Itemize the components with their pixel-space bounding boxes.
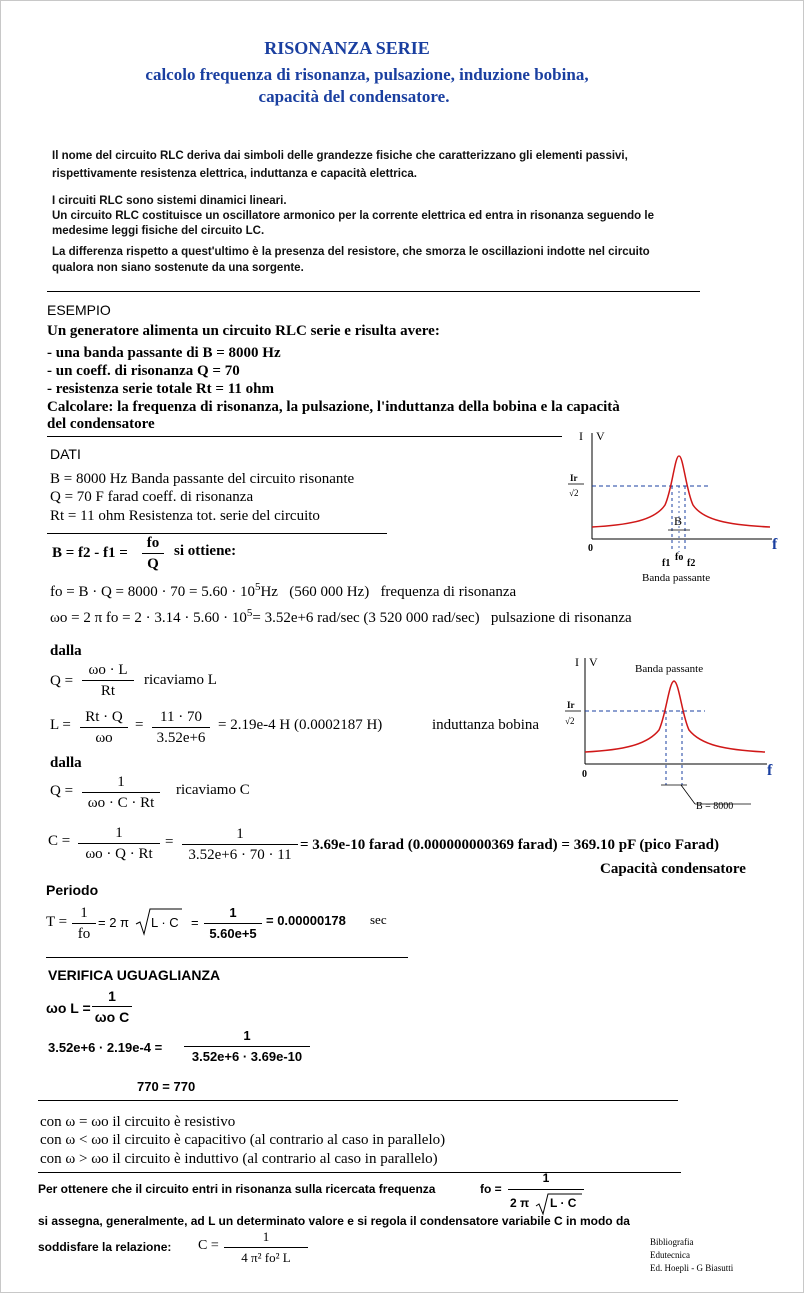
- eq-l-lhs: L =: [50, 717, 71, 733]
- eq-t-fraction-2: [204, 904, 262, 943]
- eq-c-fraction-1: [78, 824, 160, 863]
- eq-t-sqrt: L · C: [151, 915, 179, 930]
- eq-t-unit: sec: [370, 912, 387, 927]
- periodo-heading: Periodo: [46, 882, 99, 898]
- eq-qc-fraction: [82, 773, 160, 812]
- y-label-2: V: [596, 429, 605, 443]
- verify-f1-fraction: [92, 987, 132, 1026]
- verify-f2-lhs: 3.52e+6 · 2.19e-4 =: [48, 1040, 163, 1055]
- intro-p2-l3: medesime leggi fisiche del circuito LC.: [52, 225, 265, 237]
- eq-l-rhs: = 2.19e-4 H (0.0002187 H): [218, 717, 383, 733]
- case-resistive: con ω = ωo il circuito è resistivo: [40, 1114, 236, 1130]
- y-label-2: V: [589, 655, 598, 669]
- eq-qc-lhs: Q =: [50, 783, 74, 799]
- final-c-lhs: C =: [198, 1238, 219, 1253]
- data-b: B = 8000 Hz Banda passante del circuito risonante: [50, 471, 355, 487]
- b-label: B: [674, 514, 683, 528]
- eq-c-lhs: C =: [48, 833, 71, 849]
- divider: [38, 1172, 681, 1173]
- divider: [46, 957, 408, 958]
- graph-title: Banda passante: [635, 663, 704, 675]
- data-rt: Rt = 11 ohm Resistenza tot. serie del circuito: [50, 508, 320, 524]
- biblio-l2: Edutecnica: [650, 1250, 690, 1260]
- eq-t-eq: =: [191, 915, 199, 930]
- eq-t-rhs: = 0.00000178: [266, 913, 346, 928]
- biblio-l3: Ed. Hoepli - G Biasutti: [650, 1263, 734, 1273]
- page-subtitle-1: calcolo frequenza di risonanza, pulsazione, induzione bobina,: [145, 65, 589, 84]
- divider: [38, 1100, 678, 1101]
- intro-p3-l1: La differenza rispetto a quest'ultimo è la presenza del resistore, che smorza le oscillazioni indotte nel circuito: [52, 246, 650, 258]
- data-heading: DATI: [50, 446, 81, 462]
- fo-label: fo: [675, 552, 684, 563]
- origin-label: 0: [588, 543, 593, 554]
- ir-label: Ir: [570, 473, 578, 483]
- x-label: f: [767, 762, 773, 779]
- verify-result: 770 = 770: [137, 1079, 196, 1094]
- eq-qc-den: ωo · C · Rt: [87, 795, 155, 811]
- eq-l-fraction-2: [152, 708, 210, 747]
- example-line: - un coeff. di risonanza Q = 70: [47, 363, 240, 379]
- final-fo-den-pre: 2 π: [510, 1196, 530, 1210]
- example-line: del condensatore: [47, 416, 155, 432]
- fraction-bar: [508, 1189, 584, 1190]
- eq-l-num1: Rt · Q: [85, 709, 123, 725]
- final-c-den: 4 π² fo² L: [241, 1250, 291, 1265]
- eq-fo-paren: (560 000 Hz): [289, 584, 370, 600]
- sqrt2-label: √2: [565, 716, 575, 726]
- origin-label: 0: [582, 769, 587, 780]
- verify-f1-lhs: ωo L =: [46, 1000, 91, 1016]
- intro-p3-l2: qualora non siano sostenute da una sorgente.: [52, 262, 304, 274]
- example-line: Un generatore alimenta un circuito RLC serie e risulta avere:: [47, 323, 440, 339]
- eq-ql-den: Rt: [100, 683, 116, 699]
- final-c-num: 1: [262, 1229, 270, 1244]
- eq-l-label: induttanza bobina: [432, 717, 540, 733]
- final-c-fraction: [224, 1228, 308, 1267]
- resonance-graph-2: [555, 648, 785, 818]
- verify-f2-fraction: [184, 1027, 310, 1066]
- eq-w0-exp: 5: [246, 607, 253, 619]
- y-label: I: [579, 429, 583, 443]
- verify-heading: VERIFICA UGUAGLIANZA: [48, 967, 221, 983]
- resonance-curve: [585, 681, 765, 752]
- caption: Banda passante: [642, 572, 711, 584]
- example-line: - una banda passante di B = 8000 Hz: [47, 345, 281, 361]
- case-capacitive: con ω < ωo il circuito è capacitivo (al contrario al caso in parallelo): [40, 1132, 446, 1148]
- eq-t-num1: 1: [80, 905, 88, 921]
- eq-t-den1: fo: [77, 926, 91, 942]
- example-line: - resistenza serie totale Rt = 11 ohm: [47, 381, 274, 397]
- eq-t-lhs: T =: [46, 914, 68, 930]
- example-line: Calcolare: la frequenza di risonanza, la pulsazione, l'induttanza della bobina e la capacità: [47, 399, 620, 415]
- eq-c-den1: ωo · Q · Rt: [85, 846, 153, 862]
- eq-fo-text: fo = B · Q = 8000 · 70 = 5.60 · 10: [50, 584, 255, 600]
- eq-fo-unit: Hz: [260, 584, 278, 600]
- eq-b-rhs: si ottiene:: [174, 543, 237, 559]
- eq-c-eq: =: [165, 834, 174, 850]
- page-subtitle-2: capacità del condensatore.: [258, 87, 450, 106]
- ir-label: Ir: [567, 700, 575, 710]
- example-heading: ESEMPIO: [47, 302, 111, 318]
- eq-t-num2: 1: [229, 905, 237, 920]
- divider: [47, 436, 562, 437]
- eq-qc-num: 1: [117, 774, 125, 790]
- eq-c-label: Capacità condensatore: [600, 861, 746, 877]
- final-fo-lhs: fo =: [480, 1182, 502, 1196]
- eq-w0-rest: = 3.52e+6 rad/sec (3 520 000 rad/sec): [252, 610, 480, 626]
- eq-b-fraction: [142, 534, 164, 573]
- eq-fo-exp: 5: [254, 581, 261, 593]
- dalla-2: dalla: [50, 755, 82, 771]
- resonance-graph-1: [560, 425, 790, 590]
- verify-f1-den: ωo C: [94, 1009, 130, 1025]
- b-8000-label: B = 8000: [696, 801, 734, 812]
- f2-label: f2: [687, 558, 696, 569]
- eq-l-fraction-1: [80, 708, 128, 747]
- eq-c-num2: 1: [236, 826, 244, 842]
- eq-qc-rhs: ricaviamo C: [176, 782, 250, 798]
- eq-b-den: Q: [147, 556, 159, 572]
- eq-c-rhs: = 3.69e-10 farad (0.000000000369 farad) = 369.10 pF (pico Farad): [300, 837, 719, 853]
- divider: [47, 533, 387, 534]
- eq-t-mid: = 2 π: [98, 915, 130, 930]
- intro-p2-l2: Un circuito RLC costituisce un oscillatore armonico per la corrente elettrica ed entra in risonanza seguendo le: [52, 210, 654, 222]
- eq-ql-fraction: [82, 661, 134, 700]
- eq-l-num2: 11 · 70: [160, 709, 202, 725]
- biblio-l1: Bibliografia: [650, 1237, 694, 1247]
- intro-p1-l1: Il nome del circuito RLC deriva dai simboli delle grandezze fisiche che caratterizzano gli elementi passivi,: [52, 150, 628, 162]
- final-p2: si assegna, generalmente, ad L un determinato valore e si regola il condensatore variabile C in modo da: [38, 1214, 630, 1228]
- x-label: f: [772, 536, 778, 553]
- verify-f2-den: 3.52e+6 · 3.69e-10: [191, 1049, 303, 1064]
- eq-l-eq: =: [135, 717, 144, 733]
- divider: [47, 291, 700, 292]
- eq-w0: [50, 607, 632, 627]
- eq-fo-label: frequenza di risonanza: [380, 584, 517, 600]
- eq-b-lhs: B = f2 - f1 =: [52, 545, 128, 561]
- eq-l-den1: ωo: [95, 730, 113, 746]
- data-q: Q = 70 F farad coeff. di risonanza: [50, 489, 254, 505]
- final-fo-den-sqrt: L · C: [550, 1196, 577, 1210]
- eq-ql-rhs: ricaviamo L: [144, 672, 217, 688]
- eq-ql-lhs: Q =: [50, 673, 74, 689]
- eq-c-den2: 3.52e+6 · 70 · 11: [188, 847, 292, 863]
- eq-t-fraction-1: [72, 904, 96, 943]
- final-p3: soddisfare la relazione:: [38, 1240, 172, 1254]
- verify-f1-num: 1: [108, 988, 116, 1004]
- y-label: I: [575, 655, 579, 669]
- eq-l-den2: 3.52e+6: [156, 730, 206, 746]
- eq-fo: [50, 581, 516, 601]
- final-p1: Per ottenere che il circuito entri in risonanza sulla ricercata frequenza: [38, 1182, 436, 1196]
- eq-w0-label: pulsazione di risonanza: [490, 610, 632, 626]
- eq-c-num1: 1: [115, 825, 123, 841]
- sqrt2-label: √2: [569, 488, 579, 498]
- intro-p1-l2: rispettivamente resistenza elettrica, induttanza e capacità elettrica.: [52, 168, 417, 180]
- verify-f2-num: 1: [243, 1028, 251, 1043]
- final-fo-num: 1: [542, 1171, 550, 1185]
- eq-ql-num: ωo · L: [88, 662, 128, 678]
- intro-p2-l1: I circuiti RLC sono sistemi dinamici lineari.: [52, 195, 287, 207]
- eq-c-fraction-2: [182, 825, 298, 864]
- case-inductive: con ω > ωo il circuito è induttivo (al contrario al caso in parallelo): [40, 1151, 438, 1167]
- eq-b-num: fo: [146, 535, 160, 551]
- eq-w0-text: ωo = 2 π fo = 2 · 3.14 · 5.60 · 10: [50, 610, 247, 626]
- eq-t-den2: 5.60e+5: [209, 926, 257, 941]
- f1-label: f1: [662, 558, 671, 569]
- page-title: RISONANZA SERIE: [264, 38, 430, 58]
- dalla-1: dalla: [50, 643, 82, 659]
